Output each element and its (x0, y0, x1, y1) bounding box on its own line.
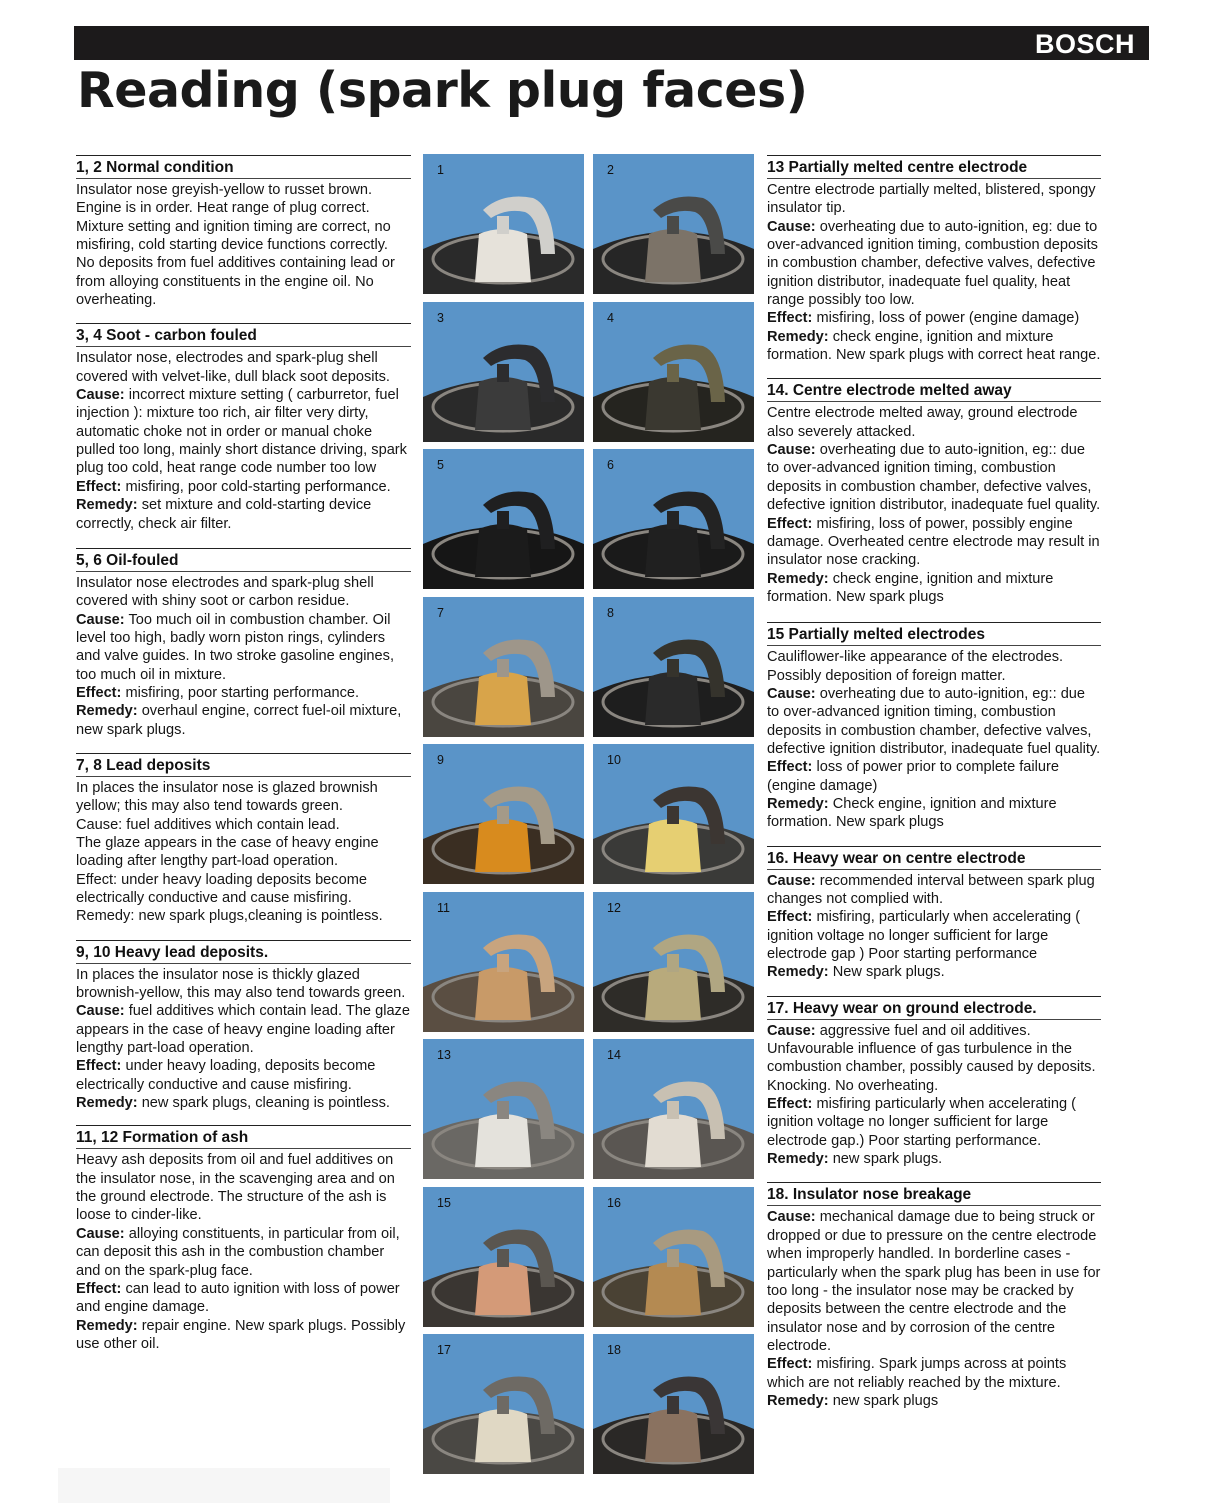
paragraph-label: Cause: (76, 387, 125, 404)
paragraph-text: can lead to auto ignition with loss of power and engine damage. (76, 1280, 400, 1316)
section-paragraph (767, 1355, 1101, 1392)
paragraph-label: Remedy: (767, 328, 829, 345)
paragraph-label: Effect: (76, 1058, 122, 1075)
section-paragraph (767, 328, 1101, 365)
spark-plug-photo (593, 892, 754, 1032)
photo-number: 15 (437, 1195, 451, 1210)
section-paragraph (767, 309, 1101, 327)
section-paragraph (767, 1208, 1101, 1355)
paragraph-text: new spark plugs, cleaning is pointless. (137, 1095, 390, 1112)
paragraph-text: under heavy loading, deposits become electrically conductive and cause misfiring. (76, 1058, 376, 1093)
section-paragraph (76, 1094, 411, 1112)
section-title: 7, 8 Lead deposits (76, 756, 411, 777)
spark-plug-photo (593, 1334, 754, 1474)
paragraph-text: misfiring, loss of power (engine damage) (812, 310, 1080, 327)
centre-electrode (497, 659, 509, 677)
centre-electrode (497, 1249, 509, 1267)
section-paragraph (767, 908, 1101, 963)
paragraph-label: Cause: (76, 1225, 125, 1242)
paragraph-label: Remedy: (767, 1392, 829, 1409)
paragraph-text: Insulator nose electrodes and spark-plug shell covered with shiny soot or carbon residue. (76, 574, 374, 610)
insulator-nose (645, 524, 701, 577)
paragraph-text: misfiring, particularly when accelerating ( ignition voltage no longer sufficient for large electrode gap ) Poor starting performance (767, 909, 1081, 963)
section-paragraph (76, 1317, 411, 1354)
centre-electrode (497, 216, 509, 234)
paragraph-text: incorrect mixture setting ( carburretor, fuel injection ): mixture too rich, air filter very dirty, automatic choke not in order or manual choke pulled too long, mainly short distance driving, spark plug too cold, heat range code number too low (76, 387, 407, 477)
section-paragraph (76, 1151, 411, 1224)
paragraph-label: Effect: (767, 1356, 813, 1373)
section-paragraph (76, 574, 411, 611)
photo-number: 17 (437, 1343, 451, 1357)
paragraph-text: Centre electrode partially melted, blistered, spongy insulator tip. (767, 182, 1096, 217)
paragraph-label: Effect: (767, 310, 813, 327)
paragraph-text: New spark plugs. (828, 964, 945, 981)
section-title: 14. Centre electrode melted away (767, 381, 1101, 402)
paragraph-label: Effect: (767, 759, 813, 776)
insulator-nose (475, 524, 531, 577)
insulator-nose (645, 229, 701, 282)
section-title: 15 Partially melted electrodes (767, 625, 1101, 646)
page-title: Reading (spark plug faces) (77, 62, 808, 119)
section-paragraph (767, 570, 1101, 607)
spark-plug-photo (423, 302, 584, 442)
photo-number: 4 (607, 310, 614, 325)
paragraph-label: Effect: (767, 909, 813, 926)
diagnosis-section (767, 155, 1101, 364)
paragraph-label: Cause: (767, 1022, 816, 1039)
insulator-nose (645, 672, 701, 725)
photo-number: 1 (437, 163, 444, 177)
header-bar (74, 26, 1149, 60)
paragraph-text: aggressive fuel and oil additives. Unfavourable influence of gas turbulence in the combustion chamber, possibly caused by deposits. Knocking. No overheating. (767, 1022, 1096, 1094)
section-paragraph (767, 404, 1101, 441)
paragraph-text: Too much oil in combustion chamber. Oil level too high, badly worn piston rings, cylinders and valve guides. In two stroke gasoline engines, too much oil in mixture. (76, 611, 395, 683)
paragraph-label: Remedy: (76, 703, 138, 720)
insulator-nose (475, 672, 531, 725)
paragraph-label: Remedy: (767, 795, 829, 812)
bosch-logo: BOSCH (1034, 29, 1135, 59)
paragraph-text: In places the insulator nose is glazed brownish yellow; this may also tend towards green. (76, 779, 378, 815)
paragraph-label: Remedy: (76, 1095, 138, 1112)
paragraph-text: Heavy ash deposits from oil and fuel additives on the insulator nose, in the scavenging area and on the ground electrode. The structure of the ash is loose to cinder-like. (76, 1152, 395, 1224)
paragraph-text: Cause: fuel additives which contain lead. (76, 816, 340, 833)
diagnosis-section (767, 996, 1101, 1169)
paragraph-text: The glaze appears in the case of heavy engine loading after lengthy part-load operation. (76, 834, 379, 870)
section-paragraph (76, 684, 411, 702)
insulator-nose (645, 1409, 701, 1462)
paragraph-label: Cause: (767, 218, 816, 235)
spark-plug-photo (423, 892, 584, 1032)
photo-number: 3 (437, 310, 444, 325)
diagnosis-section (767, 622, 1101, 831)
centre-electrode (497, 1396, 509, 1414)
right-text-column (767, 155, 1101, 1410)
section-paragraph (767, 648, 1101, 685)
insulator-nose (645, 1114, 701, 1167)
paragraph-text: alloying constituents, in particular from oil, can deposit this ash in the combustion chamber and on the spark-plug face. (76, 1225, 400, 1279)
section-paragraph (76, 254, 411, 309)
paragraph-label: Cause: (767, 442, 816, 459)
paragraph-text: mechanical damage due to being struck or dropped or due to pressure on the centre electrode when improperly handled. In borderline cases - particularly when the spark plug has been in use for too long - the insulator nose may be cracked by deposits between the centre electrode and the insulator nose and by corrosion of the centre electrode. (767, 1209, 1101, 1354)
section-title: 1, 2 Normal condition (76, 158, 411, 179)
paragraph-text: Insulator nose greyish-yellow to russet brown. Engine is in order. Heat range of plug correct. Mixture setting and ignition timing are correct, no misfiring, cold starting device functions correctly. (76, 182, 391, 254)
section-title: 16. Heavy wear on centre electrode (767, 849, 1101, 870)
spark-plug-photo (593, 449, 754, 589)
section-paragraph (767, 795, 1101, 832)
insulator-nose (475, 967, 531, 1020)
paragraph-label: Cause: (767, 1209, 816, 1226)
section-paragraph (767, 758, 1101, 795)
paragraph-text: misfiring particularly when accelerating ( ignition voltage no longer sufficient for large electrode gap.) Poor starting performance. (767, 1096, 1077, 1149)
centre-electrode (667, 511, 679, 529)
section-paragraph (76, 702, 411, 739)
insulator-nose (475, 229, 531, 282)
paragraph-text: misfiring, loss of power, possibly engine damage. Overheated centre electrode may result in insulator nose cracking. (767, 515, 1100, 569)
paragraph-text: check engine, ignition and mixture formation. New spark plugs (767, 570, 1054, 605)
insulator-nose (475, 1262, 531, 1315)
paragraph-text: misfiring, poor starting performance. (121, 684, 360, 701)
paragraph-label: Effect: (76, 478, 122, 495)
insulator-nose (645, 1262, 701, 1315)
section-paragraph (76, 611, 411, 684)
diagnosis-section (76, 1125, 411, 1353)
paragraph-label: Cause: (76, 1003, 125, 1020)
paragraph-text: No deposits from fuel additives containing lead or from alloying constituents in the engine oil. No overheating. (76, 255, 395, 309)
section-paragraph (76, 816, 411, 834)
centre-electrode (497, 954, 509, 972)
diagnosis-section (76, 940, 411, 1113)
paragraph-text: Insulator nose, electrodes and spark-plug shell covered with velvet-like, dull black soot deposits. (76, 350, 390, 385)
photo-number: 18 (607, 1343, 621, 1357)
spark-plug-photo (423, 744, 584, 884)
paragraph-text: fuel additives which contain lead. The glaze appears in the case of heavy engine loading after lengthy part-load operation. (76, 1003, 410, 1057)
spark-plug-photo (593, 744, 754, 884)
photo-number: 2 (607, 163, 614, 177)
section-paragraph (76, 496, 411, 533)
photo-number: 5 (437, 458, 444, 472)
photo-number: 6 (607, 458, 614, 472)
paragraph-text: new spark plugs (828, 1392, 939, 1409)
centre-electrode (667, 1101, 679, 1119)
paragraph-text: misfiring, poor cold-starting performance. (121, 478, 391, 495)
paragraph-label: Remedy: (76, 1317, 138, 1334)
centre-electrode (667, 1396, 679, 1414)
section-paragraph (76, 907, 411, 925)
section-paragraph (76, 779, 411, 816)
section-paragraph (76, 1280, 411, 1317)
photo-number: 13 (437, 1048, 451, 1062)
paragraph-text: check engine, ignition and mixture formation. New spark plugs with correct heat range. (767, 328, 1101, 364)
photo-number: 7 (437, 605, 444, 620)
section-paragraph (76, 834, 411, 871)
paragraph-label: Effect: (76, 1280, 122, 1297)
centre-electrode (667, 364, 679, 382)
spark-plug-photo (593, 1187, 754, 1327)
spark-plug-photo (423, 1039, 584, 1179)
paragraph-text: misfiring. Spark jumps across at points which are not reliably reached by the mixture. (767, 1356, 1067, 1391)
insulator-nose (645, 967, 701, 1020)
section-paragraph (767, 515, 1101, 570)
diagnosis-section (767, 378, 1101, 606)
centre-electrode (497, 806, 509, 824)
section-paragraph (76, 871, 411, 908)
spark-plug-photo (423, 1334, 584, 1474)
centre-electrode (497, 1101, 509, 1119)
section-paragraph (76, 478, 411, 496)
section-title: 18. Insulator nose breakage (767, 1185, 1101, 1206)
diagnosis-section (76, 323, 411, 532)
paragraph-text: Centre electrode melted away, ground electrode also severely attacked. (767, 405, 1078, 440)
spark-plug-photo (593, 154, 754, 294)
paragraph-label: Cause: (767, 685, 816, 702)
paragraph-label: Effect: (76, 684, 122, 701)
paragraph-label: Remedy: (767, 964, 829, 981)
insulator-nose (475, 1409, 531, 1462)
centre-electrode (667, 1249, 679, 1267)
spark-plug-photo (593, 302, 754, 442)
section-paragraph (767, 441, 1101, 514)
section-paragraph (767, 218, 1101, 310)
paragraph-text: In places the insulator nose is thickly glazed brownish-yellow, this may also tend towards green. (76, 966, 406, 1002)
section-paragraph (76, 1002, 411, 1057)
section-title: 5, 6 Oil-fouled (76, 551, 411, 572)
diagnosis-section (76, 753, 411, 926)
section-paragraph (76, 966, 411, 1003)
paragraph-text: new spark plugs. (828, 1151, 943, 1168)
paragraph-text: overheating due to auto-ignition, eg:: due to over-advanced ignition timing, combustion deposits in combustion chamber, defective valves, defective ignition distributor, inadequate fuel quality. (767, 442, 1101, 514)
insulator-nose (475, 377, 531, 430)
spark-plug-photo (423, 449, 584, 589)
paragraph-label: Cause: (76, 611, 125, 628)
section-paragraph (767, 1150, 1101, 1168)
section-paragraph (76, 1225, 411, 1280)
paragraph-label: Remedy: (76, 497, 138, 514)
photo-number: 14 (607, 1048, 621, 1062)
diagnosis-section (767, 1182, 1101, 1410)
paragraph-label: Remedy: (767, 1151, 829, 1168)
photo-number: 11 (437, 900, 450, 915)
diagnosis-section (76, 155, 411, 309)
paragraph-text: overheating due to auto-ignition, eg: due to over-advanced ignition timing, combustion deposits in combustion chamber, defective valves, defective ignition distributor, inadequate fuel quality, heat range possibly too low. (767, 218, 1098, 309)
paragraph-label: Remedy: (767, 570, 829, 587)
section-paragraph (767, 1392, 1101, 1410)
spark-plug-photo (593, 1039, 754, 1179)
centre-electrode (667, 954, 679, 972)
section-title: 13 Partially melted centre electrode (767, 158, 1101, 179)
paragraph-text: loss of power prior to complete failure (engine damage) (767, 759, 1059, 794)
diagnosis-section (76, 548, 411, 739)
section-paragraph (767, 1022, 1101, 1095)
paragraph-text: set mixture and cold-starting device correctly, check air filter. (76, 497, 372, 532)
paragraph-text: repair engine. New spark plugs. Possibly use other oil. (76, 1317, 406, 1352)
section-paragraph (767, 685, 1101, 758)
photo-number: 16 (607, 1195, 621, 1210)
section-paragraph (767, 1095, 1101, 1150)
section-paragraph (767, 963, 1101, 981)
paragraph-text: Cauliflower-like appearance of the electrodes. Possibly deposition of foreign matter. (767, 649, 1064, 684)
centre-electrode (497, 511, 509, 529)
photo-number: 10 (607, 753, 621, 767)
page-shadow (58, 1468, 390, 1503)
photo-number: 12 (607, 900, 621, 915)
paragraph-label: Cause: (767, 872, 816, 889)
insulator-nose (475, 1114, 531, 1167)
paragraph-text: overhaul engine, correct fuel-oil mixture, new spark plugs. (76, 703, 402, 738)
paragraph-label: Effect: (767, 515, 813, 532)
section-title: 3, 4 Soot - carbon fouled (76, 326, 411, 347)
paragraph-text: Check engine, ignition and mixture formation. New spark plugs (767, 795, 1057, 831)
spark-plug-photo (423, 1187, 584, 1327)
photo-number: 9 (437, 753, 444, 767)
left-text-column (76, 155, 411, 1353)
spark-plug-photo (423, 597, 584, 737)
section-paragraph (76, 181, 411, 254)
section-paragraph (767, 181, 1101, 218)
diagnosis-section (767, 846, 1101, 982)
spark-plug-photo (423, 154, 584, 294)
section-paragraph (76, 1057, 411, 1094)
paragraph-text: recommended interval between spark plug changes not complied with. (767, 872, 1095, 907)
insulator-nose (475, 819, 531, 872)
centre-electrode (667, 806, 679, 824)
spark-plug-photo (593, 597, 754, 737)
section-title: 17. Heavy wear on ground electrode. (767, 999, 1101, 1020)
paragraph-text: Remedy: new spark plugs,cleaning is pointless. (76, 908, 383, 925)
centre-electrode (667, 659, 679, 677)
centre-electrode (667, 216, 679, 234)
paragraph-label: Effect: (767, 1096, 813, 1113)
paragraph-text: Effect: under heavy loading deposits become electrically conductive and cause misfiring. (76, 871, 367, 906)
section-paragraph (767, 872, 1101, 909)
centre-electrode (497, 364, 509, 382)
insulator-nose (645, 819, 701, 872)
photo-number: 8 (607, 605, 614, 620)
section-paragraph (76, 349, 411, 386)
section-title: 9, 10 Heavy lead deposits. (76, 943, 411, 964)
section-title: 11, 12 Formation of ash (76, 1128, 411, 1149)
insulator-nose (645, 377, 701, 430)
paragraph-text: overheating due to auto-ignition, eg:: due to over-advanced ignition timing, combustion deposits in combustion chamber, defective valves, defective ignition distributor, inadequate fuel quality. (767, 685, 1101, 757)
section-paragraph (76, 386, 411, 478)
